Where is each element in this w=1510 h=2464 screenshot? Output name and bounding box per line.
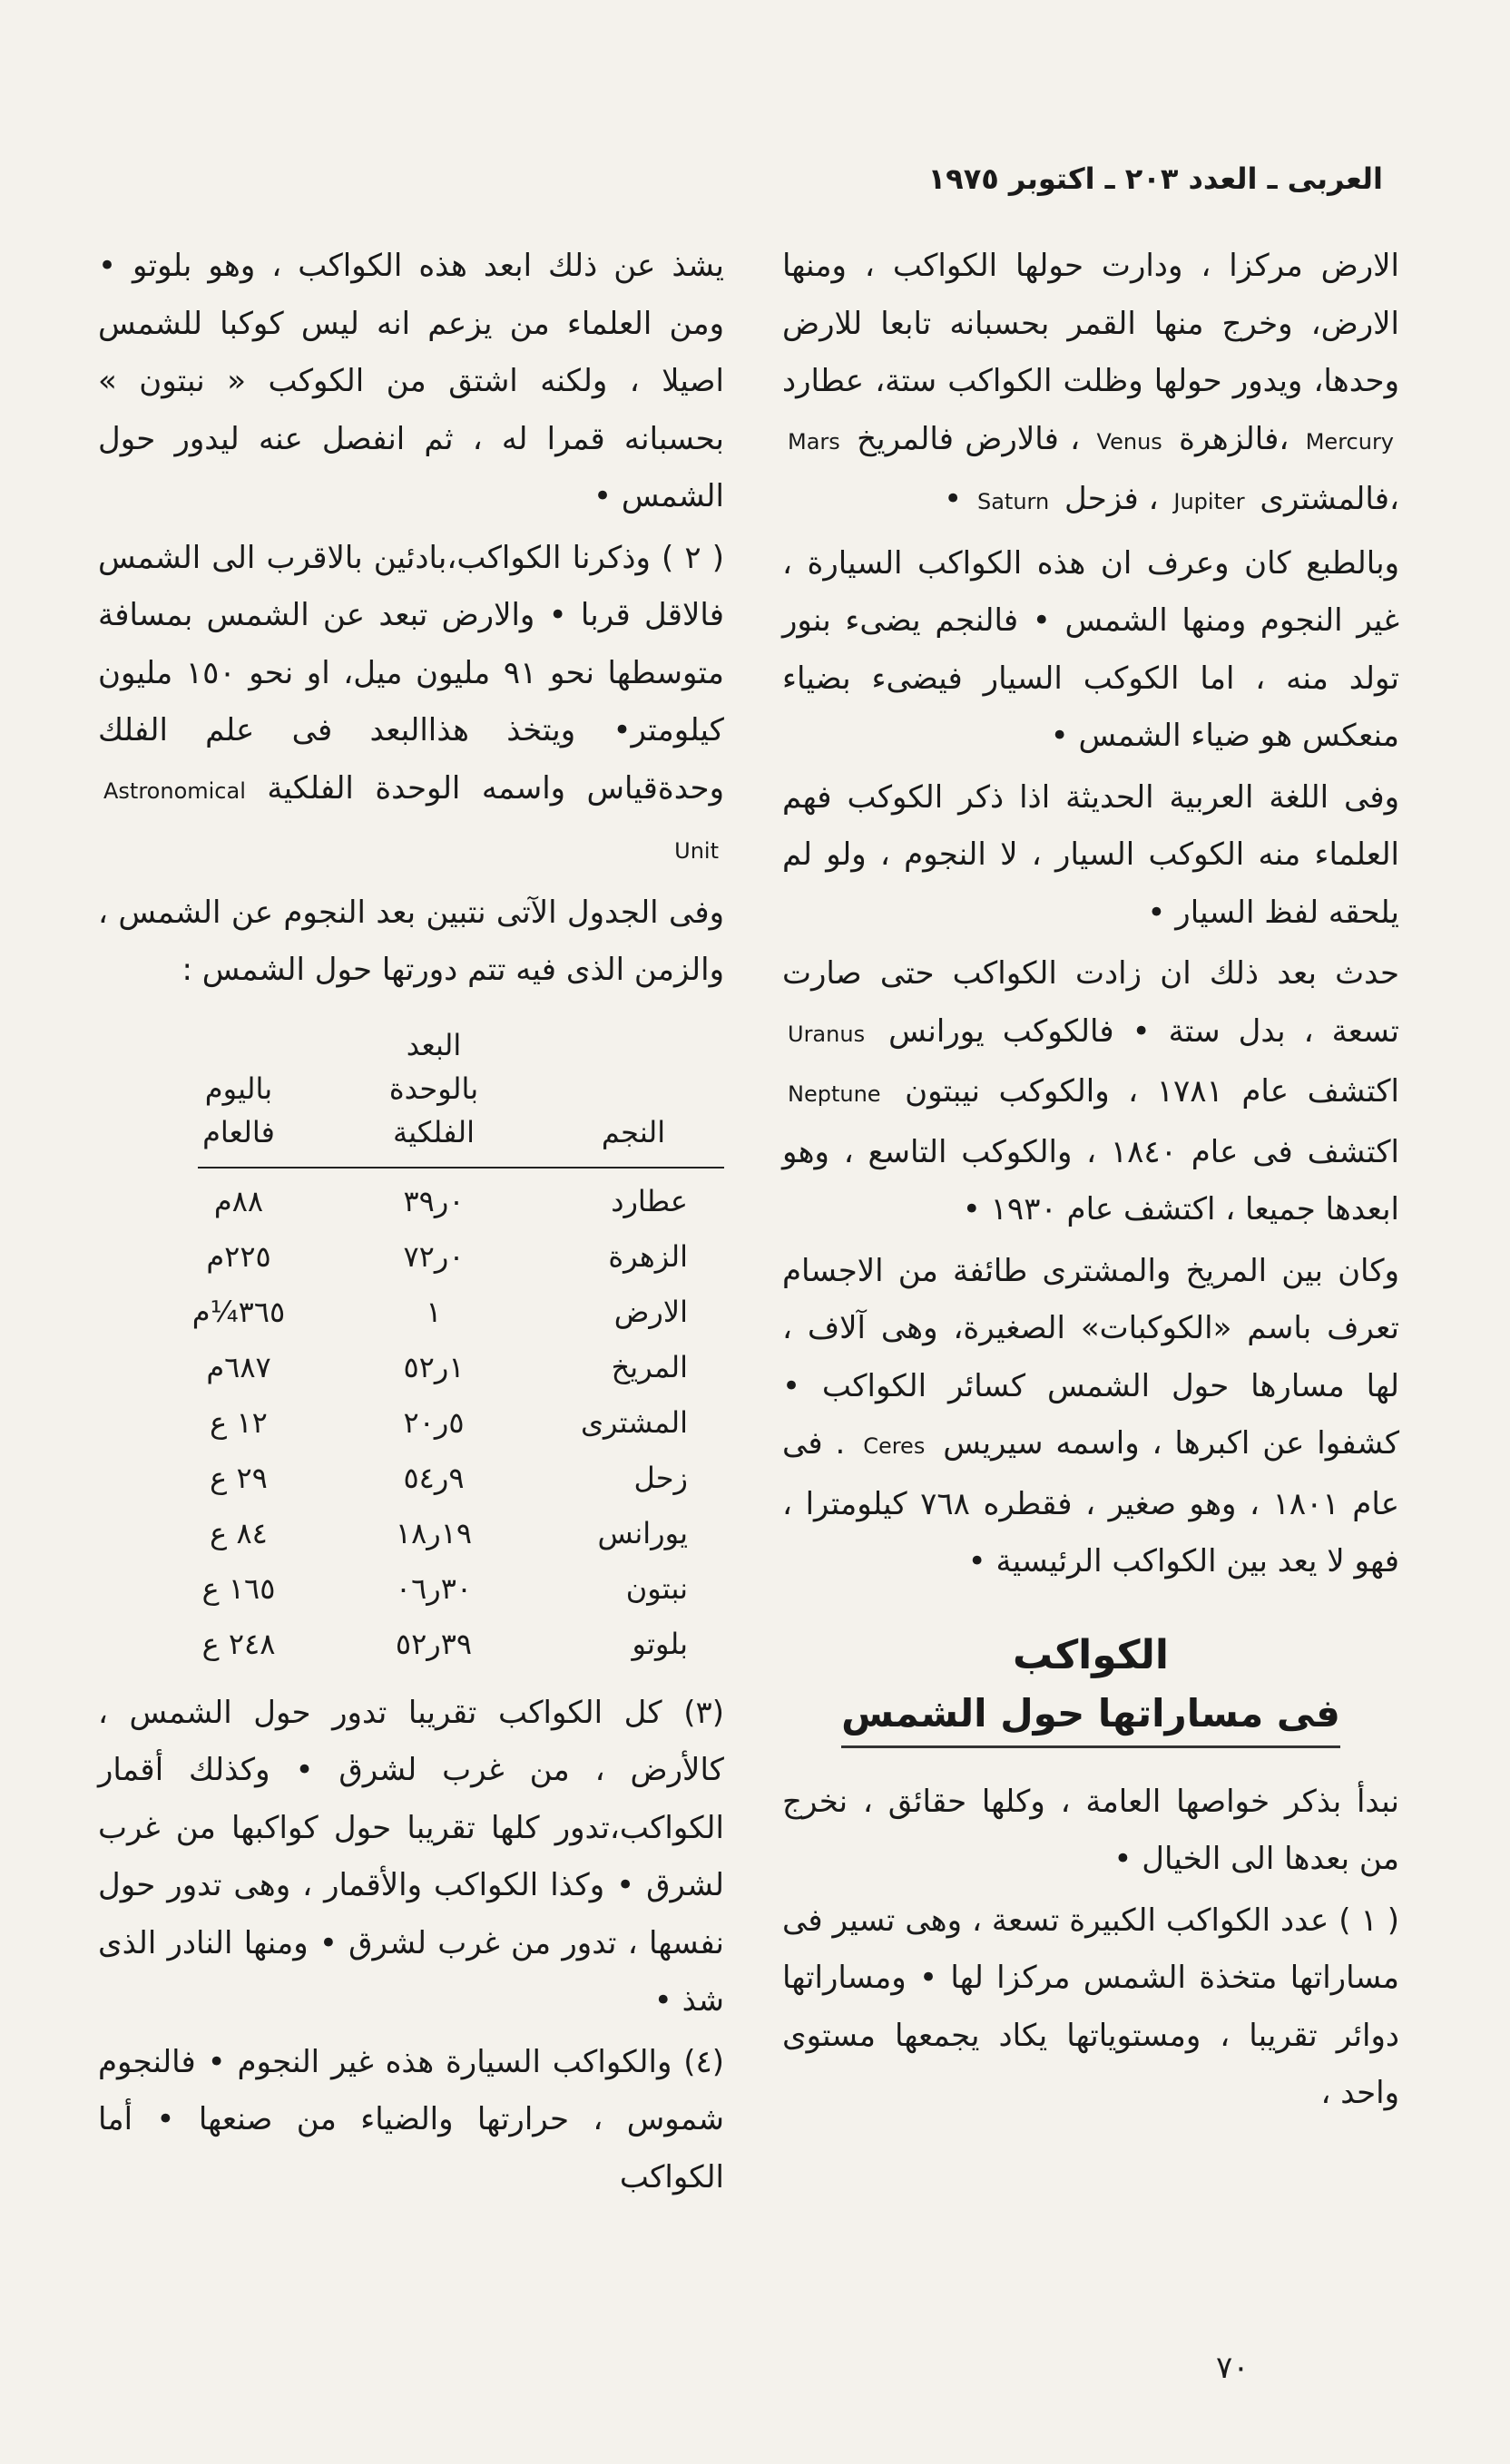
table-row	[152, 1285, 724, 1340]
table-rule	[198, 1167, 724, 1168]
table-row	[152, 1451, 724, 1506]
cell-distance: ٣٩ر٥٢	[395, 1626, 473, 1661]
table-row	[152, 1340, 724, 1395]
cell-period: ١٦٥ ع	[201, 1570, 276, 1606]
header-cell: فالعام	[202, 1114, 275, 1149]
paragraph: (٣) كل الكواكب تقريبا تدور حول الشمس ، كالأرض ، من غرب لشرق • وكذلك أقمار الكواكب،تدور كلها تقريبا حول كواكبها من غرب لشرق • وكذا الكواكب والأقمار ، وهى تدور حول نفسها ، تدور من غرب لشرق • ومنها النادر الذى شذ •	[98, 1694, 724, 2019]
text: وكان بين المريخ والمشترى طائفة من الاجسام تعرف باسم «الكوكبات» الصغيرة، وهى آلاف ، لها مسارها حول الشمس كسائر الكواكب • كشفوا عن اكبرها ، واسمه سيريس	[782, 1252, 1400, 1462]
latin-term: Astronomical Unit	[103, 777, 719, 864]
table-header	[152, 1023, 724, 1154]
latin-term: Mars	[788, 428, 840, 455]
text: اكتشف عام ١٧٨١ ، والكوكب نيبتون	[905, 1073, 1400, 1110]
header-cell: النجم	[601, 1114, 666, 1149]
cell-distance: ٩ر٥٤	[403, 1460, 465, 1495]
header-cell: الفلكية	[393, 1114, 475, 1149]
latin-term: Jupiter	[1173, 489, 1245, 514]
cell-name: المشترى	[580, 1404, 688, 1440]
table-row	[152, 1506, 724, 1561]
latin-term: Uranus	[788, 1021, 866, 1047]
text: اكتشف فى عام ١٨٤٠ ، والكوكب التاسع ، وهو ابعدها جميعا ، اكتشف عام ١٩٣٠ •	[782, 1133, 1399, 1227]
paragraph: وبالطبع كان وعرف ان هذه الكواكب السيارة ، غير النجوم ومنها الشمس • فالنجم يضىء بنور تولد منه ، اما الكوكب السيار فيضىء بضياء منعكس هو ضياء الشمس •	[782, 544, 1399, 754]
cell-name: عطارد	[611, 1183, 688, 1218]
latin-term: Neptune	[788, 1081, 881, 1107]
cell-name: الارض	[613, 1294, 688, 1329]
paragraph	[782, 945, 1399, 1239]
table-row	[152, 1395, 724, 1451]
cell-distance: ١٩ر١٨	[395, 1515, 473, 1550]
text: الارض مركزا ، ودارت حولها الكواكب ، ومنها الارض، وخرج منها القمر بحسبانه تابعا للارض وحدها، ويدور حولها وظلت الكواكب ستة، عطارد	[782, 248, 1399, 399]
paragraph: وفى الجدول الآتى نتبين بعد النجوم عن الشمس ، والزمن الذى فيه تتم دورتها حول الشمس :	[98, 894, 724, 988]
text: ،فالزهرة	[1179, 420, 1289, 457]
latin-term: Mercury	[1305, 428, 1395, 455]
cell-distance: ٥ر٢٠	[403, 1404, 465, 1440]
paragraph	[782, 1243, 1399, 1591]
section-title-line-1: الكواكب	[1012, 1631, 1170, 1678]
cell-name: الزهرة	[608, 1238, 688, 1274]
text: ، فزحل	[1064, 481, 1159, 517]
table-row	[152, 1174, 724, 1229]
header-period	[152, 1023, 325, 1154]
cell-name: المريخ	[611, 1349, 688, 1384]
cell-period: ٦٨٧م	[206, 1349, 271, 1384]
cell-name: بلوتو	[632, 1626, 688, 1661]
paragraph: يشذ عن ذلك ابعد هذه الكواكب ، وهو بلوتو • ومن العلماء من يزعم انه ليس كوكبا للشمس اصيلا ، ولكنه اشتق من الكوكب « نبتون » بحسبانه قمرا له ، ثم انفصل عنه ليدور حول الشمس •	[98, 248, 724, 514]
cell-name: نبتون	[625, 1570, 688, 1606]
text: ،فالمشترى	[1260, 481, 1399, 517]
cell-distance: ٣٠ر٠٦	[395, 1570, 473, 1606]
latin-term: Venus	[1096, 428, 1162, 455]
section-title-line-2: فى مساراتها حول الشمس	[841, 1686, 1340, 1748]
cell-period: ٨٤ ع	[210, 1515, 268, 1550]
header-cell: باليوم	[204, 1071, 273, 1106]
cell-period: ٢٢٥م	[206, 1238, 271, 1274]
latin-term: Ceres	[863, 1433, 926, 1459]
header-cell: البعد	[406, 1027, 462, 1062]
table-row	[152, 1561, 724, 1617]
header-cell: بالوحدة	[388, 1071, 479, 1106]
cell-name: زحل	[633, 1460, 688, 1495]
text: •	[944, 481, 963, 517]
cell-distance: ١	[426, 1294, 442, 1329]
cell-period: ١٢ ع	[210, 1404, 268, 1440]
paragraph: نبدأ بذكر خواصها العامة ، وكلها حقائق ، نخرج من بعدها الى الخيال •	[782, 1783, 1399, 1877]
planet-table	[152, 1023, 724, 1672]
right-column	[782, 238, 1399, 2127]
paragraph	[98, 530, 724, 881]
paragraph: (٤) والكواكب السيارة هذه غير النجوم • فالنجوم شموس ، حرارتها والضياء من صنعها • أما الكواكب	[98, 2043, 724, 2195]
text: ، فالارض فالمريخ	[857, 420, 1081, 457]
paragraph	[782, 238, 1399, 532]
cell-period: ٣٦٥¼م	[191, 1294, 286, 1329]
page-number: ٧٠	[1216, 2350, 1250, 2386]
header-star	[543, 1023, 724, 1154]
cell-period: ٢٩ ع	[210, 1460, 268, 1495]
cell-distance: ٠ر٧٢	[403, 1238, 465, 1274]
cell-distance: ٠ر٣٩	[403, 1183, 465, 1218]
text: ( ٢ ) وذكرنا الكواكب،بادئين بالاقرب الى الشمس فالاقل قربا • والارض تبعد عن الشمس بمسافة متوسطها نحو ٩١ مليون ميل، او نحو ١٥٠ مليون كيلومتر• ويتخذ هذاالبعد فى علم الفلك وحدةقياس واسمه الوحدة الفلكية	[98, 539, 724, 807]
section-title	[782, 1626, 1399, 1748]
paragraph: وفى اللغة العربية الحديثة اذا ذكر الكوكب فهم العلماء منه الكوكب السيار ، لا النجوم ، ولو لم يلحقه لفظ السيار •	[782, 778, 1399, 931]
text: . فى عام ١٨٠١ ، وهو صغير ، فقطره ٧٦٨ كيلومترا ، فهو لا يعد بين الكواكب الرئيسية •	[782, 1425, 1399, 1579]
table-row	[152, 1617, 724, 1672]
header-distance	[325, 1023, 543, 1154]
left-column	[98, 238, 724, 2210]
cell-period: ٨٨م	[213, 1183, 264, 1218]
cell-distance: ١ر٥٢	[403, 1349, 465, 1384]
cell-period: ٢٤٨ ع	[201, 1626, 276, 1661]
text: حدث بعد ذلك ان زادت الكواكب حتى صارت تسعة ، بدل ستة • فالكوكب يورانس	[782, 955, 1399, 1050]
running-header: العربى ـ العدد ٢٠٣ ـ اكتوبر ١٩٧٥	[927, 161, 1383, 196]
latin-term: Saturn	[976, 489, 1050, 514]
table-row	[152, 1229, 724, 1285]
cell-name: يورانس	[597, 1515, 688, 1550]
paragraph: ( ١ ) عدد الكواكب الكبيرة تسعة ، وهى تسير فى مساراتها متخذة الشمس مركزا لها • ومساراتها دوائر تقريبا ، ومستوياتها يكاد يجمعها مستوى واحد ،	[782, 1902, 1400, 2111]
